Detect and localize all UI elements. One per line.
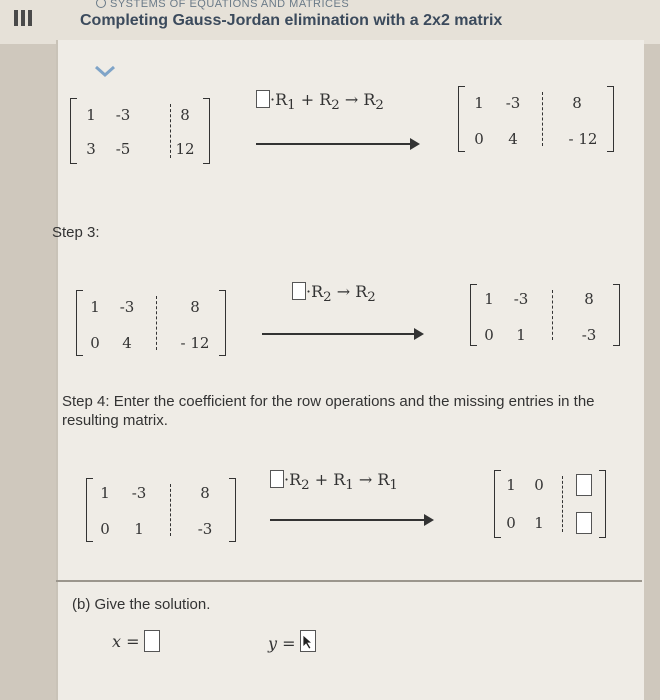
step2-right-matrix: 1 -3 8 0 4 - 12 — [458, 86, 614, 152]
partb-label: (b) Give the solution. — [72, 596, 211, 613]
step4-instructions: Step 4: Enter the coefficient for the row operations and the missing entries in the resulting matrix. — [62, 393, 595, 429]
step2-left-matrix: 1 -3 8 3 -5 12 — [70, 98, 210, 164]
step4-row-operation: $\cdot R_2 + R_1 \to R_1$ — [270, 470, 398, 493]
breadcrumb: SYSTEMS OF EQUATIONS AND MATRICES — [96, 0, 349, 10]
coefficient-input[interactable] — [292, 282, 306, 300]
step3-row-operation: $\cdot R_2 \to R_2$ — [292, 282, 376, 305]
section-divider — [56, 580, 642, 582]
y-label: y = — [268, 634, 296, 653]
chevron-down-icon[interactable] — [92, 62, 118, 80]
step3-arrow — [262, 333, 422, 335]
coefficient-input[interactable] — [270, 470, 284, 488]
step3-right-matrix: 1 -3 8 0 1 -3 — [470, 284, 620, 346]
step4-right-matrix: 1 0 0 1 — [494, 470, 606, 538]
step3-label: Step 3: — [52, 224, 100, 241]
step2-row-operation: $\cdot R_1 + R_2 \to R_2$ — [256, 90, 384, 113]
step2-arrow — [256, 143, 418, 145]
page-title: Completing Gauss-Jordan elimination with a 2x2 matrix — [80, 12, 503, 29]
menu-icon[interactable] — [14, 10, 34, 26]
x-input[interactable] — [144, 630, 160, 652]
top-bar — [0, 0, 660, 44]
step4-result-r2-input[interactable] — [576, 512, 592, 534]
step4-arrow — [270, 519, 432, 521]
circle-icon — [96, 0, 106, 8]
x-label: x = — [112, 632, 140, 651]
step4-result-r1-input[interactable] — [576, 474, 592, 496]
step3-left-matrix: 1 -3 8 0 4 - 12 — [76, 290, 226, 356]
cursor-icon — [302, 634, 314, 650]
coefficient-input[interactable] — [256, 90, 270, 108]
step4-left-matrix: 1 -3 8 0 1 -3 — [86, 478, 236, 542]
